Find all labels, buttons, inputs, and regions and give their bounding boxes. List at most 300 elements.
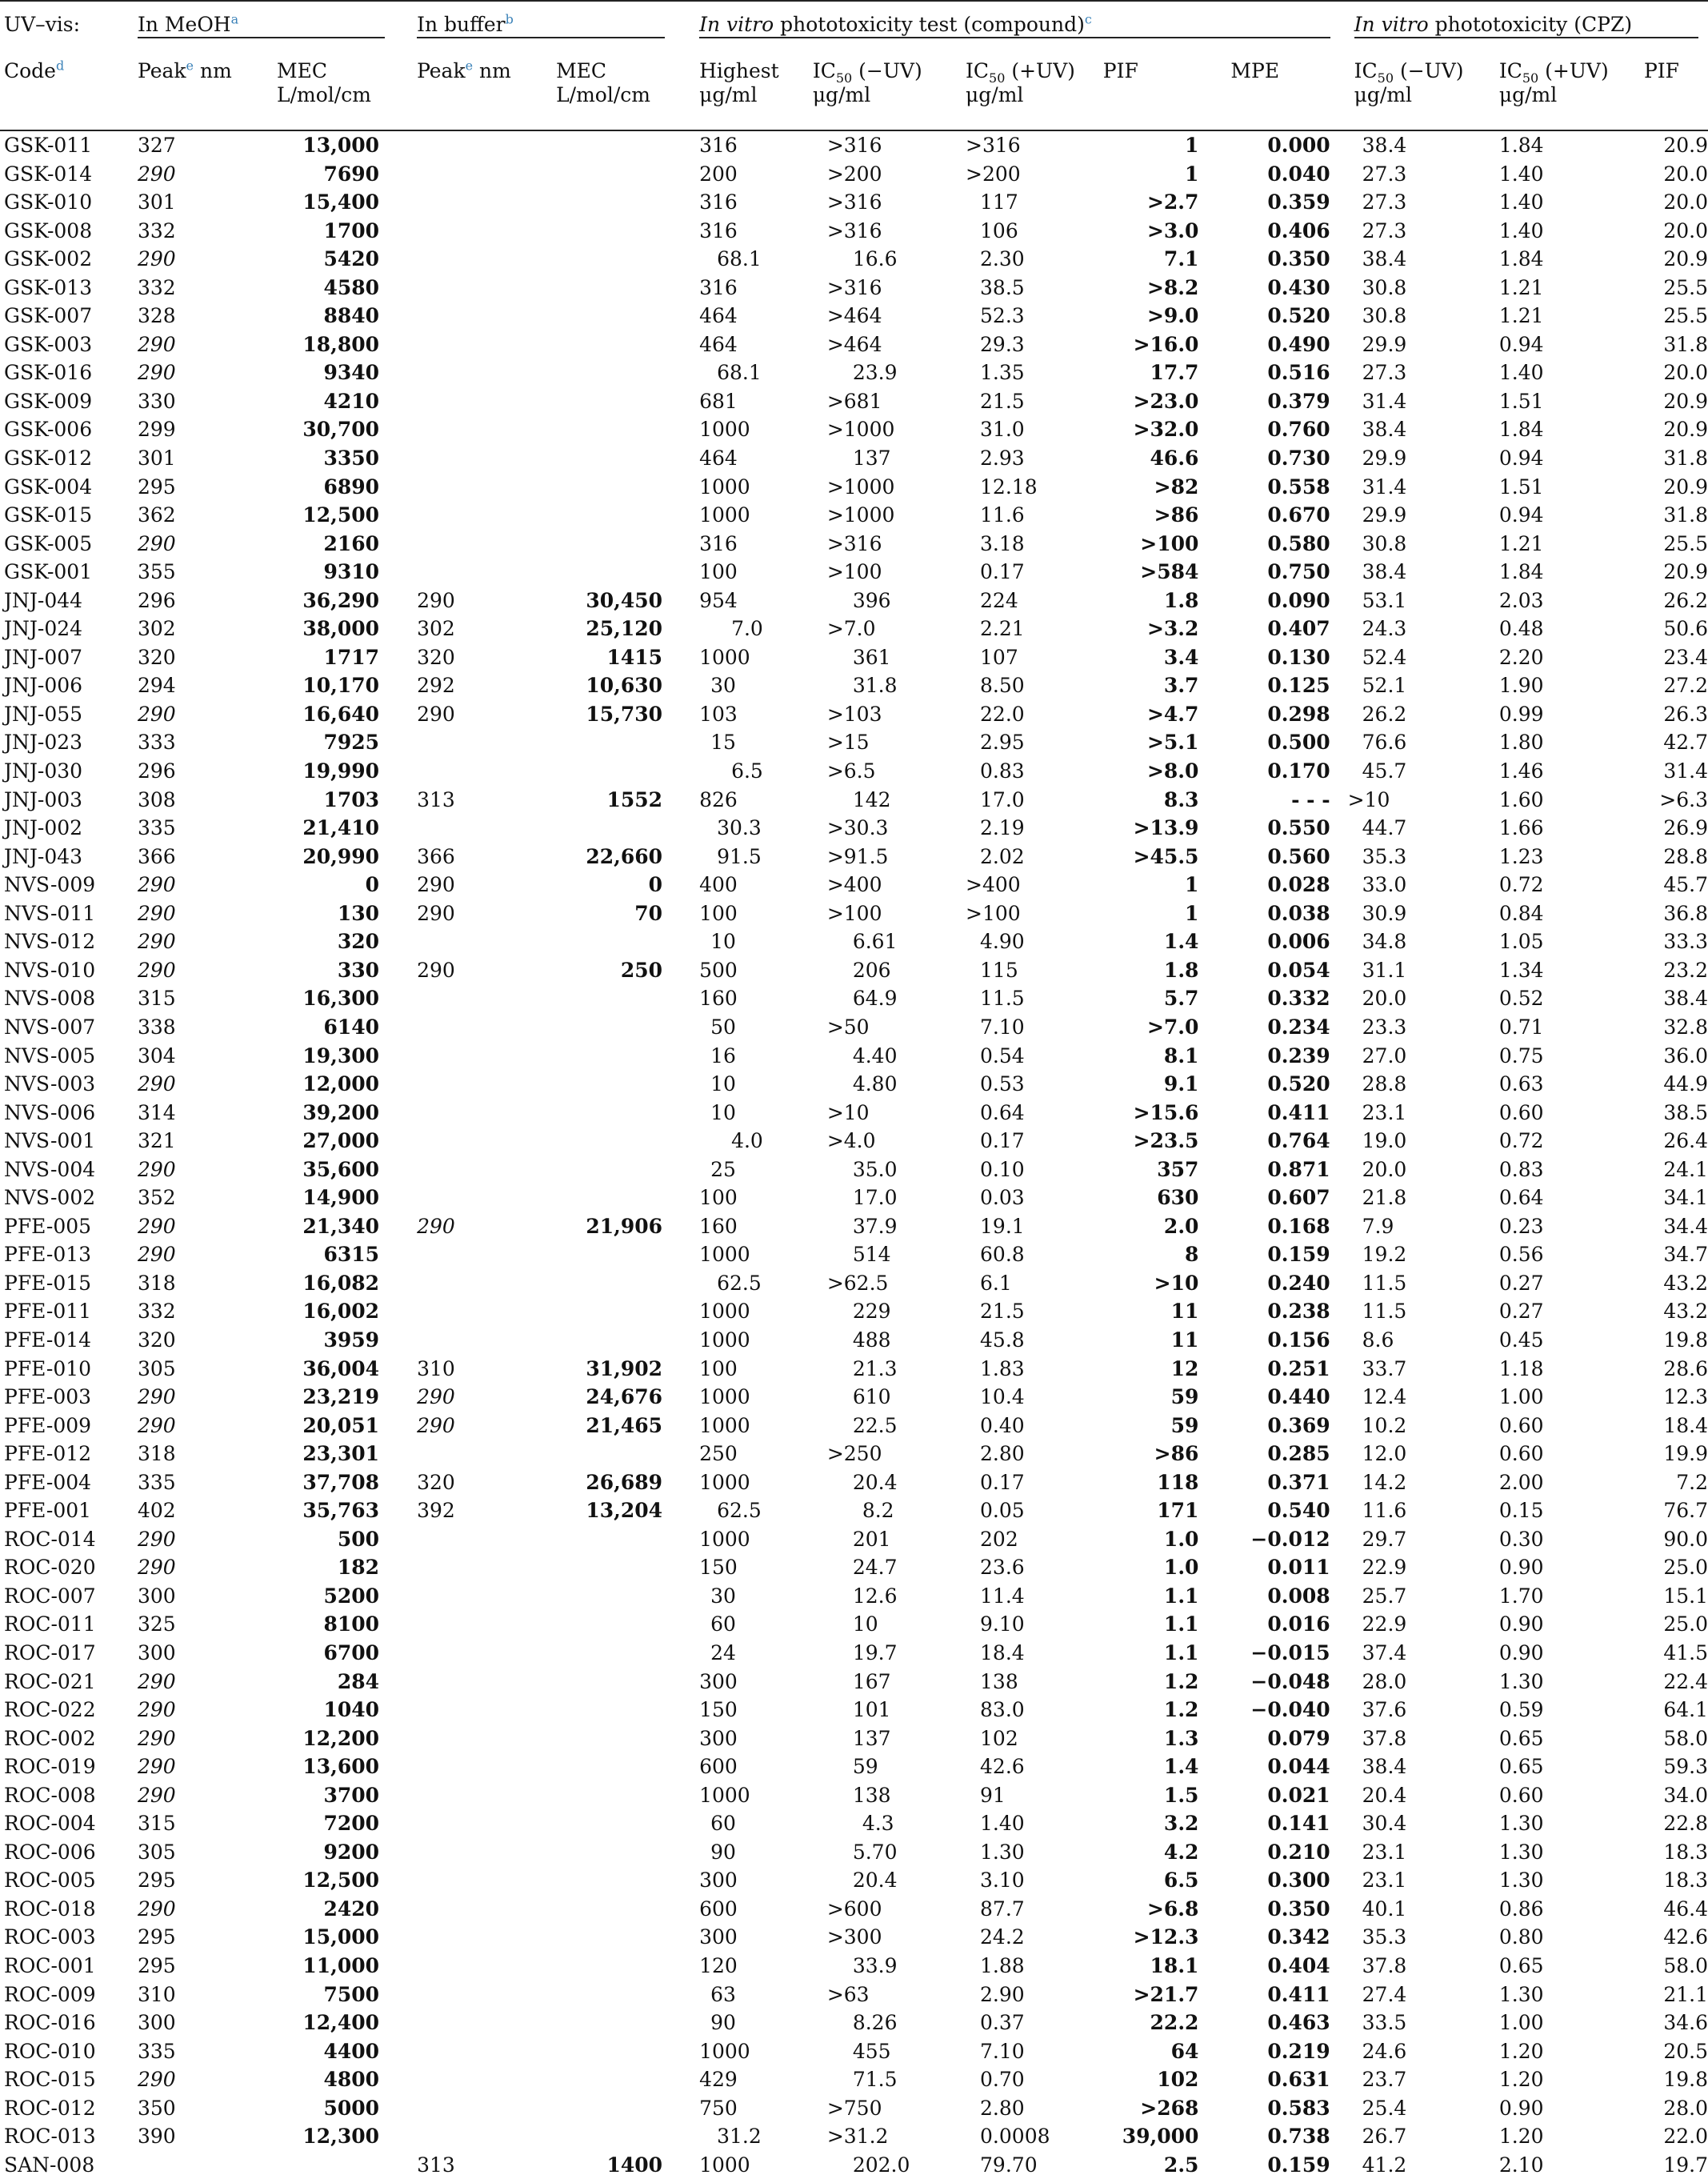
ic50-minus-uv-cell: 16.6 xyxy=(852,247,898,271)
mpe-cell: 0.631 xyxy=(1267,2068,1330,2092)
code-cell: NVS-010 xyxy=(4,958,96,982)
cpz-ic50-plus-uv-cell: 0.27 xyxy=(1498,1271,1544,1295)
code-cell: GSK-014 xyxy=(4,162,93,186)
mec-meoh-cell: 12,400 xyxy=(302,2011,380,2035)
ic50-plus-uv-cell: 79.70 xyxy=(980,2153,1038,2177)
ic50-minus-uv-cell: 138 xyxy=(852,1783,891,1807)
mec-meoh-cell: 9310 xyxy=(323,560,380,584)
pif-cell: 357 xyxy=(1157,1157,1199,1181)
cpz-ic50-minus-uv-cell: 33.7 xyxy=(1362,1356,1407,1380)
highest-cell: 7.0 xyxy=(731,617,763,641)
ic50-minus-uv-cell: >464 xyxy=(826,304,882,328)
pif-cell: 1.2 xyxy=(1163,1669,1199,1693)
pif-cell: >15.6 xyxy=(1133,1100,1199,1124)
peak-buffer-cell xyxy=(417,1866,556,1895)
table-row xyxy=(0,1752,1708,1781)
mec-buffer-cell: 26,689 xyxy=(586,1470,663,1494)
mpe-cell: 0.168 xyxy=(1267,1214,1330,1238)
cpz-pif-cell: 42.7 xyxy=(1663,731,1708,755)
mpe-cell: 0.580 xyxy=(1267,531,1330,555)
cpz-pif-cell: 20.5 xyxy=(1663,2039,1708,2063)
code-cell: ROC-022 xyxy=(4,1698,96,1722)
cpz-pif-cell: 34.6 xyxy=(1663,2011,1708,2035)
peak-meoh-cell: 362 xyxy=(138,503,176,527)
cpz-pif-cell: 24.1 xyxy=(1663,1157,1708,1181)
cpz-ic50-plus-uv-cell: 0.48 xyxy=(1498,617,1544,641)
ic50-minus-uv-cell: 137 xyxy=(852,447,891,471)
mec-meoh-cell: 23,301 xyxy=(302,1442,380,1466)
peak-meoh-cell: 290 xyxy=(138,1527,176,1551)
mpe-cell: 0.016 xyxy=(1267,1612,1330,1636)
mpe-cell: 0.238 xyxy=(1267,1300,1330,1324)
cpz-ic50-plus-uv-cell: 0.86 xyxy=(1498,1897,1544,1921)
peak-buffer-cell: 290 xyxy=(417,1413,455,1437)
peak-buffer-cell xyxy=(417,558,556,587)
mpe-cell: 0.006 xyxy=(1267,930,1330,954)
cpz-ic50-minus-uv-header: $IC_{50}$ (−UV) μg/ml xyxy=(1348,53,1499,130)
mec-meoh-cell: 4800 xyxy=(323,2068,380,2092)
mec-meoh-cell: 15,000 xyxy=(302,1925,380,1949)
table-row xyxy=(0,473,1708,502)
highest-cell: 120 xyxy=(699,1954,738,1977)
pif-cell: 171 xyxy=(1157,1499,1199,1523)
highest-cell: 50 xyxy=(710,1015,736,1039)
peak-buffer-cell xyxy=(417,274,556,302)
table-row xyxy=(0,1383,1708,1412)
peak-meoh-cell: 295 xyxy=(138,475,176,499)
table-row xyxy=(0,130,1708,160)
cpz-ic50-plus-uv-cell: 1.20 xyxy=(1498,2125,1544,2149)
ic50-minus-uv-header: $IC_{50}$ (−UV) μg/ml xyxy=(813,53,966,130)
table-row xyxy=(0,700,1708,729)
code-cell: NVS-003 xyxy=(4,1072,96,1096)
peak-buffer-cell xyxy=(417,1042,556,1071)
peak-buffer-cell xyxy=(417,1724,556,1753)
ic50-minus-uv-cell: 23.9 xyxy=(852,361,898,385)
cpz-pif-cell: 90.0 xyxy=(1663,1527,1708,1551)
cpz-ic50-minus-uv-cell: 23.1 xyxy=(1362,1100,1407,1124)
peak-meoh-cell: 294 xyxy=(138,674,176,698)
ic50-minus-uv-cell: >1000 xyxy=(826,418,895,442)
mpe-cell: 0.406 xyxy=(1267,218,1330,242)
ic50-minus-uv-cell: >400 xyxy=(826,873,882,897)
cpz-pif-cell: 34.4 xyxy=(1663,1214,1708,1238)
ic50-plus-uv-cell: 2.90 xyxy=(980,1982,1025,2006)
cpz-ic50-minus-uv-cell: 21.8 xyxy=(1362,1186,1407,1210)
pif-cell: 12 xyxy=(1170,1356,1199,1380)
peak-meoh-cell: 318 xyxy=(138,1271,176,1295)
pif-cell: 1.5 xyxy=(1163,1783,1199,1807)
table-row xyxy=(0,1981,1708,2009)
table-body xyxy=(0,130,1708,2179)
ic50-plus-uv-cell: 0.40 xyxy=(980,1413,1025,1437)
pif-cell: 39,000 xyxy=(1122,2125,1199,2149)
peak-buffer-cell xyxy=(417,984,556,1013)
peak-buffer-cell xyxy=(417,1610,556,1639)
mec-buffer-cell xyxy=(556,358,693,387)
cpz-ic50-plus-uv-cell: 1.18 xyxy=(1498,1356,1544,1380)
ic50-plus-uv-cell: 91 xyxy=(980,1783,1006,1807)
table-row xyxy=(0,1355,1708,1384)
ic50-plus-uv-cell: 2.21 xyxy=(980,617,1025,641)
table-row xyxy=(0,1440,1708,1468)
pif-cell: 1.8 xyxy=(1163,588,1199,612)
table-row xyxy=(0,871,1708,899)
ic50-minus-uv-cell: 20.4 xyxy=(852,1470,898,1494)
cpz-pif-cell: 31.4 xyxy=(1663,759,1708,783)
meoh-group-header: In MeOH$^a$ xyxy=(138,1,417,53)
mpe-cell: 0.371 xyxy=(1267,1470,1330,1494)
peak-buffer-cell xyxy=(417,1297,556,1326)
table-row xyxy=(0,2037,1708,2066)
mpe-cell: 0.210 xyxy=(1267,1840,1330,1864)
cpz-ic50-plus-uv-cell: 0.60 xyxy=(1498,1783,1544,1807)
cpz-ic50-plus-uv-cell: 1.70 xyxy=(1498,1584,1544,1608)
mec-buffer-cell: 25,120 xyxy=(586,617,663,641)
cpz-pif-cell: 76.7 xyxy=(1663,1499,1708,1523)
highest-cell: 464 xyxy=(699,304,738,328)
mec-meoh-cell: 8100 xyxy=(323,1612,380,1636)
peak-buffer-cell xyxy=(417,1639,556,1668)
cpz-ic50-plus-uv-cell: 1.80 xyxy=(1498,731,1544,755)
ic50-minus-uv-cell: >316 xyxy=(826,275,882,299)
mpe-cell: 0.520 xyxy=(1267,1072,1330,1096)
mec-meoh-cell: 37,708 xyxy=(302,1470,380,1494)
mpe-cell: 0.411 xyxy=(1267,1100,1330,1124)
ic50-minus-uv-cell: 17.0 xyxy=(852,1186,898,1210)
pif-cell: >23.5 xyxy=(1133,1129,1199,1153)
mec-buffer-cell xyxy=(556,1639,693,1668)
pif-header: PIF xyxy=(1087,53,1199,130)
mec-buffer-cell xyxy=(556,130,693,160)
mec-buffer-cell xyxy=(556,245,693,274)
cpz-pif-cell: 20.9 xyxy=(1663,247,1708,271)
ic50-plus-uv-header: $IC_{50}$ (+UV) μg/ml xyxy=(966,53,1087,130)
mec-buffer-cell: 70 xyxy=(634,901,663,925)
mec-meoh-cell: 3700 xyxy=(323,1783,380,1807)
peak-buffer-cell xyxy=(417,217,556,246)
mpe-cell: 0.011 xyxy=(1267,1556,1330,1580)
ic50-minus-uv-cell: 455 xyxy=(852,2039,891,2063)
mpe-cell: 0.350 xyxy=(1267,1897,1330,1921)
mec-buffer-cell xyxy=(556,387,693,416)
code-cell: GSK-013 xyxy=(4,275,93,299)
peak-buffer-cell: 292 xyxy=(417,674,455,698)
mec-buffer-cell xyxy=(556,1724,693,1753)
cpz-ic50-plus-uv-cell: 1.05 xyxy=(1498,930,1544,954)
peak-meoh-cell: 315 xyxy=(138,1812,176,1836)
mec-buffer-cell xyxy=(556,1127,693,1156)
cpz-pif-cell: 26.4 xyxy=(1663,1129,1708,1153)
peak-buffer-cell xyxy=(417,245,556,274)
peak-buffer-cell xyxy=(417,1582,556,1611)
mpe-cell: 0.251 xyxy=(1267,1356,1330,1380)
mec-buffer-cell: 1415 xyxy=(606,645,663,669)
peak-meoh-cell: 304 xyxy=(138,1043,176,1067)
cpz-ic50-minus-uv-cell: 20.4 xyxy=(1362,1783,1407,1807)
code-cell: GSK-006 xyxy=(4,418,93,442)
mec-meoh-cell: 12,000 xyxy=(302,1072,380,1096)
ic50-minus-uv-cell: 142 xyxy=(852,787,891,811)
ic50-plus-uv-cell: 138 xyxy=(980,1669,1018,1693)
cpz-ic50-minus-uv-cell: 30.8 xyxy=(1362,275,1407,299)
ic50-plus-uv-cell: 3.10 xyxy=(980,1869,1025,1893)
peak-buffer-cell xyxy=(417,927,556,956)
cpz-ic50-plus-uv-cell: 0.60 xyxy=(1498,1413,1544,1437)
mec-buffer-cell xyxy=(556,1240,693,1269)
mec-meoh-cell: 7925 xyxy=(323,731,380,755)
peak-meoh-cell: 321 xyxy=(138,1129,176,1153)
mpe-cell: 0.285 xyxy=(1267,1442,1330,1466)
pif-cell: 6.5 xyxy=(1163,1869,1199,1893)
mec-buffer-cell xyxy=(556,1297,693,1326)
mec-meoh-cell: 6700 xyxy=(323,1640,380,1664)
mec-meoh-cell: 5000 xyxy=(323,2096,380,2120)
mec-buffer-cell xyxy=(556,1553,693,1582)
peak-buffer-cell xyxy=(417,530,556,559)
pif-cell: 3.7 xyxy=(1163,674,1199,698)
mec-meoh-cell: 8840 xyxy=(323,304,380,328)
table-row xyxy=(0,1297,1708,1326)
cpz-ic50-minus-uv-cell: 38.4 xyxy=(1362,1755,1407,1779)
peak-buffer-cell xyxy=(417,814,556,843)
code-cell: NVS-009 xyxy=(4,873,96,897)
ic50-minus-uv-cell: 396 xyxy=(852,588,891,612)
peak-buffer-cell xyxy=(417,2094,556,2123)
mec-buffer-cell: 21,465 xyxy=(586,1413,663,1437)
ic50-plus-uv-cell: 0.03 xyxy=(980,1186,1025,1210)
pif-cell: 3.4 xyxy=(1163,645,1199,669)
cpz-pif-cell: 44.9 xyxy=(1663,1072,1708,1096)
peak-buffer-cell xyxy=(417,330,556,359)
peak-meoh-cell: 290 xyxy=(138,531,176,555)
cpz-ic50-minus-uv-cell: 29.9 xyxy=(1362,447,1407,471)
table-row xyxy=(0,558,1708,587)
peak-buffer-cell xyxy=(417,302,556,330)
peak-meoh-cell: 290 xyxy=(138,1698,176,1722)
highest-cell: 1000 xyxy=(699,2039,750,2063)
highest-cell: 500 xyxy=(699,958,738,982)
ic50-plus-uv-cell: 0.17 xyxy=(980,560,1025,584)
mpe-cell: 0.038 xyxy=(1267,901,1330,925)
mec-buffer-cell xyxy=(556,444,693,473)
highest-cell: 6.5 xyxy=(731,759,763,783)
cpz-pif-header: PIF xyxy=(1644,53,1708,130)
cpz-ic50-plus-uv-cell: 2.03 xyxy=(1498,588,1544,612)
mec-buffer-cell: 30,450 xyxy=(586,588,663,612)
cpz-ic50-minus-uv-cell: 29.9 xyxy=(1362,503,1407,527)
mec-buffer-cell xyxy=(556,1184,693,1212)
highest-cell: 90 xyxy=(710,1840,736,1864)
peak-buffer-header: Peak$^e$ nm xyxy=(417,53,556,130)
highest-cell: 600 xyxy=(699,1897,738,1921)
mpe-cell: 0.407 xyxy=(1267,617,1330,641)
mpe-cell: 0.300 xyxy=(1267,1869,1330,1893)
mec-meoh-cell: 9340 xyxy=(323,361,380,385)
mpe-header: MPE xyxy=(1198,53,1347,130)
cpz-ic50-plus-uv-cell: 0.30 xyxy=(1498,1527,1544,1551)
mec-meoh-cell: 330 xyxy=(337,958,380,982)
mpe-cell: 0.008 xyxy=(1267,1584,1330,1608)
cpz-pif-cell: 43.2 xyxy=(1663,1271,1708,1295)
mec-meoh-cell: 16,300 xyxy=(302,987,380,1011)
mec-meoh-cell: 10,170 xyxy=(302,674,380,698)
peak-meoh-cell: 335 xyxy=(138,2039,176,2063)
pif-cell: 102 xyxy=(1157,2068,1199,2092)
pif-cell: 8 xyxy=(1185,1243,1199,1267)
mec-buffer-header: MEC L/mol/cm xyxy=(556,53,693,130)
peak-meoh-cell: 290 xyxy=(138,1072,176,1096)
code-cell: ROC-001 xyxy=(4,1954,96,1977)
pif-cell: 1 xyxy=(1185,873,1199,897)
cpz-ic50-plus-uv-cell: 0.72 xyxy=(1498,873,1544,897)
ic50-plus-uv-cell: 10.4 xyxy=(980,1385,1025,1409)
peak-meoh-cell: 338 xyxy=(138,1015,176,1039)
peak-buffer-cell: 290 xyxy=(417,1214,455,1238)
cpz-ic50-minus-uv-cell: 30.9 xyxy=(1362,901,1407,925)
cpz-pif-cell: 26.9 xyxy=(1663,816,1708,840)
ic50-minus-uv-cell: >100 xyxy=(826,560,882,584)
peak-buffer-cell: 366 xyxy=(417,844,455,868)
peak-buffer-cell xyxy=(417,1099,556,1128)
mec-meoh-cell: 36,004 xyxy=(302,1356,380,1380)
peak-meoh-cell: 308 xyxy=(138,787,176,811)
pif-cell: >12.3 xyxy=(1133,1925,1199,1949)
mec-meoh-cell: 38,000 xyxy=(302,617,380,641)
cpz-pif-cell: 34.0 xyxy=(1663,1783,1708,1807)
table-row xyxy=(0,501,1708,530)
ic50-plus-uv-cell: 0.64 xyxy=(980,1100,1025,1124)
mec-buffer-cell xyxy=(556,1440,693,1468)
pif-cell: 59 xyxy=(1170,1413,1199,1437)
ic50-plus-uv-cell: 224 xyxy=(980,588,1018,612)
cpz-pif-cell: 34.1 xyxy=(1663,1186,1708,1210)
cpz-ic50-plus-uv-cell: 1.21 xyxy=(1498,304,1544,328)
table-row xyxy=(0,757,1708,786)
highest-cell: 1000 xyxy=(699,645,750,669)
pif-cell: 9.1 xyxy=(1163,1072,1199,1096)
cpz-pif-cell: 19.8 xyxy=(1663,2068,1708,2092)
cpz-pif-cell: 20.0 xyxy=(1663,190,1708,214)
code-cell: NVS-011 xyxy=(4,901,96,925)
cpz-ic50-minus-uv-cell: 33.0 xyxy=(1362,873,1407,897)
peak-meoh-cell: 302 xyxy=(138,617,176,641)
ic50-plus-uv-cell: 9.10 xyxy=(980,1612,1025,1636)
highest-cell: 160 xyxy=(699,1214,738,1238)
table-row xyxy=(0,587,1708,615)
pif-cell: 1 xyxy=(1185,901,1199,925)
highest-cell: 600 xyxy=(699,1755,738,1779)
code-cell: GSK-004 xyxy=(4,475,93,499)
code-cell: JNJ-030 xyxy=(4,759,83,783)
cpz-ic50-plus-uv-cell: 1.51 xyxy=(1498,389,1544,413)
ic50-plus-uv-cell: 0.17 xyxy=(980,1129,1025,1153)
ic50-minus-uv-cell: >6.5 xyxy=(826,759,876,783)
pif-cell: >7.0 xyxy=(1146,1015,1199,1039)
peak-meoh-cell: 290 xyxy=(138,1726,176,1750)
table-row xyxy=(0,2122,1708,2151)
code-cell: PFE-009 xyxy=(4,1413,92,1437)
highest-cell: 68.1 xyxy=(717,247,762,271)
cpz-pif-cell: 19.7 xyxy=(1663,2153,1708,2177)
peak-meoh-cell: 290 xyxy=(138,162,176,186)
code-cell: ROC-015 xyxy=(4,2068,96,2092)
mec-meoh-cell: 1717 xyxy=(323,645,380,669)
mec-meoh-cell: 3959 xyxy=(323,1328,380,1352)
code-cell: GSK-011 xyxy=(4,134,93,157)
pif-cell: 7.1 xyxy=(1163,247,1199,271)
mpe-cell: 0.044 xyxy=(1267,1755,1330,1779)
mec-meoh-cell xyxy=(277,2151,417,2179)
cpz-ic50-plus-uv-cell: 2.20 xyxy=(1498,645,1544,669)
cpz-pif-cell: 32.8 xyxy=(1663,1015,1708,1039)
pif-cell: >3.0 xyxy=(1146,218,1199,242)
mec-meoh-cell: 1040 xyxy=(323,1698,380,1722)
table-row xyxy=(0,1668,1708,1696)
ic50-minus-uv-cell: 35.0 xyxy=(852,1157,898,1181)
mec-buffer-cell: 31,902 xyxy=(586,1356,663,1380)
cpz-ic50-minus-uv-cell: 34.8 xyxy=(1362,930,1407,954)
ic50-plus-uv-cell: 11.6 xyxy=(980,503,1025,527)
cpz-ic50-minus-uv-cell: 27.4 xyxy=(1362,1982,1407,2006)
cpz-pif-cell: 26.3 xyxy=(1663,702,1708,726)
ic50-plus-uv-cell: 2.95 xyxy=(980,731,1025,755)
mec-meoh-cell: 13,000 xyxy=(302,134,380,157)
table-row xyxy=(0,1582,1708,1611)
cpz-ic50-minus-uv-cell: >10 xyxy=(1347,787,1390,811)
ic50-plus-uv-cell: 83.0 xyxy=(980,1698,1025,1722)
code-cell: JNJ-006 xyxy=(4,674,83,698)
cpz-ic50-minus-uv-cell: 40.1 xyxy=(1362,1897,1407,1921)
ic50-plus-uv-cell: 11.5 xyxy=(980,987,1025,1011)
cpz-pif-cell: 25.0 xyxy=(1663,1556,1708,1580)
mec-buffer-cell xyxy=(556,160,693,189)
cpz-ic50-minus-uv-cell: 26.7 xyxy=(1362,2125,1407,2149)
cpz-ic50-plus-uv-cell: 1.00 xyxy=(1498,2011,1544,2035)
highest-cell: 429 xyxy=(699,2068,738,2092)
cpz-ic50-minus-uv-cell: 29.7 xyxy=(1362,1527,1407,1551)
peak-buffer-cell xyxy=(417,1781,556,1810)
cpz-ic50-minus-uv-cell: 53.1 xyxy=(1362,588,1407,612)
table-row xyxy=(0,274,1708,302)
ic50-minus-uv-cell: >316 xyxy=(826,190,882,214)
ic50-plus-uv-cell: 60.8 xyxy=(980,1243,1025,1267)
mec-buffer-cell xyxy=(556,274,693,302)
cpz-pif-cell: 7.2 xyxy=(1676,1470,1708,1494)
ic50-minus-uv-cell: 5.70 xyxy=(852,1840,898,1864)
cpz-ic50-minus-uv-cell: 22.9 xyxy=(1362,1612,1407,1636)
pif-cell: >4.7 xyxy=(1146,702,1199,726)
mec-buffer-cell: 0 xyxy=(648,873,663,897)
peak-meoh-cell: 366 xyxy=(138,844,176,868)
peak-buffer-cell xyxy=(417,2122,556,2151)
pif-cell: >6.8 xyxy=(1146,1897,1199,1921)
highest-cell: 316 xyxy=(699,275,738,299)
cpz-pif-cell: 21.1 xyxy=(1663,1982,1708,2006)
mec-buffer-cell xyxy=(556,302,693,330)
peak-meoh-cell: 314 xyxy=(138,1100,176,1124)
mec-meoh-cell: 284 xyxy=(337,1669,380,1693)
mpe-cell: 0.583 xyxy=(1267,2096,1330,2120)
cpz-ic50-minus-uv-cell: 22.9 xyxy=(1362,1556,1407,1580)
cpz-ic50-plus-uv-cell: 0.15 xyxy=(1498,1499,1544,1523)
cpz-ic50-plus-uv-cell: 1.40 xyxy=(1498,162,1544,186)
peak-meoh-cell: 318 xyxy=(138,1442,176,1466)
ic50-plus-uv-cell: 202 xyxy=(980,1527,1018,1551)
mec-meoh-cell: 12,200 xyxy=(302,1726,380,1750)
peak-buffer-cell xyxy=(417,1895,556,1924)
cpz-ic50-plus-uv-cell: 0.52 xyxy=(1498,987,1544,1011)
